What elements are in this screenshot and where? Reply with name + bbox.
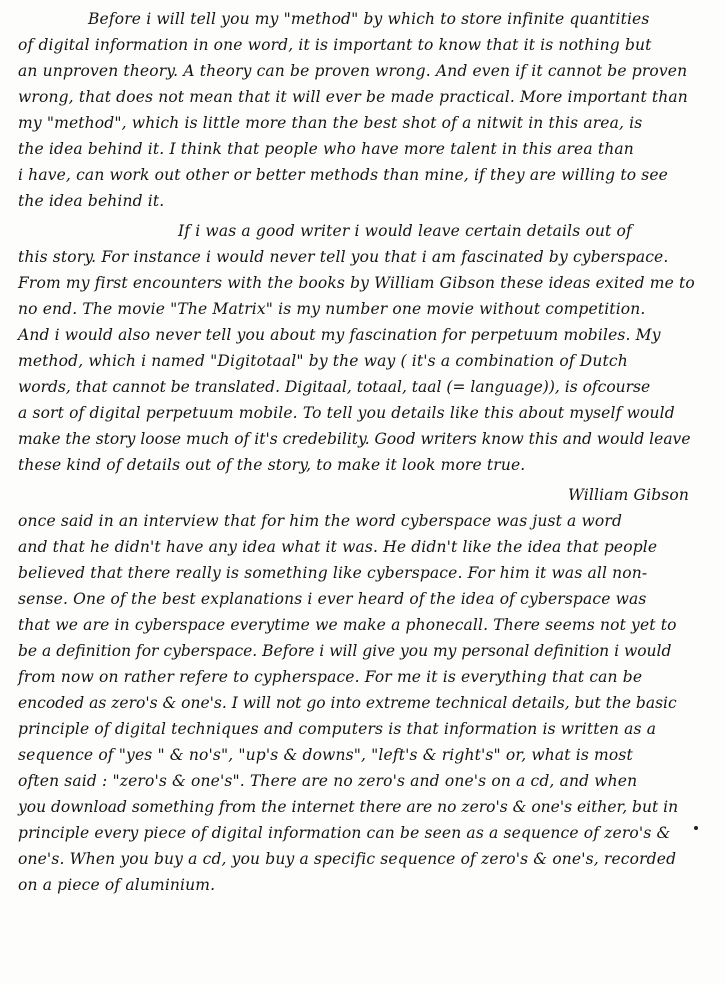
- text-line: one's. When you buy a cd, you buy a specific sequence of zero's & one's, recorded: [18, 850, 677, 868]
- text-line: make the story loose much of it's credebility. Good writers know this and would leave: [18, 430, 691, 448]
- text-line: from now on rather refere to cypherspace. For me it is everything that can be: [18, 668, 643, 686]
- text-line: on a piece of aluminium.: [18, 876, 216, 894]
- text-line: this story. For instance i would never tell you that i am fascinated by cyberspace.: [18, 248, 669, 266]
- text-line: sequence of "yes " & no's", "up's & downs", "left's & right's" or, what is most: [18, 746, 633, 764]
- text-line: i have, can work out other or better methods than mine, if they are willing to see: [18, 166, 669, 184]
- text-line: believed that there really is something like cyberspace. For him it was all non-: [18, 564, 648, 582]
- text-line: my "method", which is little more than the best shot of a nitwit in this area, is: [18, 114, 643, 132]
- text-line: that we are in cyberspace everytime we make a phonecall. There seems not yet to: [18, 616, 677, 634]
- text-line: Before i will tell you my "method" by which to store infinite quantities: [88, 10, 650, 28]
- text-line: principle of digital techniques and computers is that information is written as a: [18, 720, 657, 738]
- text-line: no end. The movie "The Matrix" is my number one movie without competition.: [18, 300, 646, 318]
- text-line: From my first encounters with the books by William Gibson these ideas exited me to: [18, 274, 695, 292]
- text-line: wrong, that does not mean that it will ever be made practical. More important than: [18, 88, 688, 106]
- text-line: the idea behind it.: [18, 192, 165, 210]
- text-line: you download something from the internet there are no zero's & one's either, but in: [18, 798, 679, 816]
- text-line: once said in an interview that for him the word cyberspace was just a word: [18, 512, 623, 530]
- text-line: If i was a good writer i would leave certain details out of: [178, 222, 632, 240]
- ink-dot: [694, 826, 698, 830]
- text-line: encoded as zero's & one's. I will not go into extreme technical details, but the basic: [18, 694, 677, 712]
- text-line: principle every piece of digital information can be seen as a sequence of zero's &: [18, 824, 671, 842]
- text-line: method, which i named "Digitotaal" by the way ( it's a combination of Dutch: [18, 352, 628, 370]
- text-line: these kind of details out of the story, to make it look more true.: [18, 456, 526, 474]
- text-line: a sort of digital perpetuum mobile. To tell you details like this about myself would: [18, 404, 675, 422]
- text-line: words, that cannot be translated. Digitaal, totaal, taal (= language)), is ofcourse: [18, 378, 651, 396]
- text-line: and that he didn't have any idea what it was. He didn't like the idea that people: [18, 538, 658, 556]
- text-line: William Gibson: [568, 486, 689, 504]
- text-line: an unproven theory. A theory can be proven wrong. And even if it cannot be proven: [18, 62, 688, 80]
- text-line: the idea behind it. I think that people who have more talent in this area than: [18, 140, 634, 158]
- text-line: And i would also never tell you about my fascination for perpetuum mobiles. My: [18, 326, 661, 344]
- text-line: often said : "zero's & one's". There are no zero's and one's on a cd, and when: [18, 772, 638, 790]
- text-line: sense. One of the best explanations i ever heard of the idea of cyberspace was: [18, 590, 647, 608]
- text-line: be a definition for cyberspace. Before i will give you my personal definition i would: [18, 642, 672, 660]
- text-line: of digital information in one word, it is important to know that it is nothing but: [18, 36, 652, 54]
